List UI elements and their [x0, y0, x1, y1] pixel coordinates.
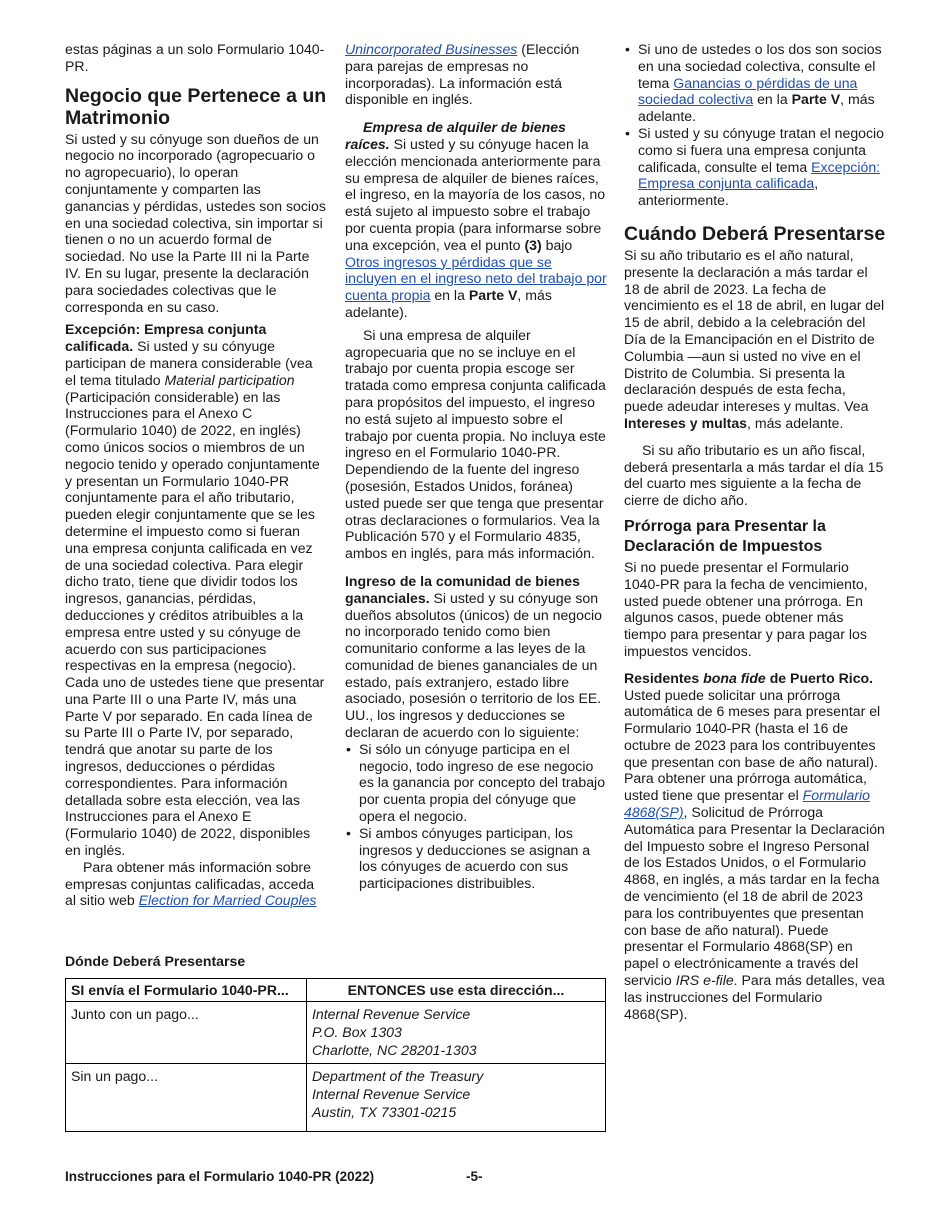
heading-negocio-matrimonio: Negocio que Pertenece a un Matrimonio [65, 84, 327, 129]
link-unincorporated-businesses[interactable]: Unincorporated Businesses [345, 41, 518, 57]
table-header-row [66, 979, 606, 1002]
where-to-file-title: Dónde Deberá Presentarse [65, 953, 246, 969]
address-table [65, 978, 606, 1132]
paragraph: estas páginas a un solo Formulario 1040-PR. [65, 41, 325, 74]
table-row [66, 1064, 606, 1132]
paragraph: Si una empresa de alquiler agropecuaria que no se incluye en el trabajo por cuenta propia escoge ser tratada como empresa conjunta calificada para propósitos del impuesto, el ingreso no está sujeto al impuesto sobre el trabajo por cuenta propia. No incluya este ingreso en el Formulario 1040-PR. Dependiendo de la fuente del ingreso (posesión, Estados Unidos, foránea) usted puede ser que tenga que presentar otras declaraciones o formularios. Vea la Publicación 570 y el Formulario 4835, ambos en inglés, para más información. [345, 326, 606, 562]
table-cell-address: Internal Revenue Service P.O. Box 1303 Charlotte, NC 28201-1303 [307, 1002, 606, 1064]
table-cell-condition: Sin un pago... [66, 1064, 307, 1132]
paragraph: Si su año tributario es un año fiscal, deberá presentarla a más tardar el día 15 del cuarto mes siguiente a la fecha de cierre de dicho año. [624, 441, 884, 509]
paragraph-excepcion: Excepción: Empresa conjunta calificada. Si usted y su cónyuge participan de manera considerable (vea el tema titulado Material participation (Participación considerable) en las Instrucciones para el Anexo C (Formulario 1040) de 2022, en inglés) como únicos socios o miembros de un negocio tenido y operado conjuntamente y presentan un Formulario 1040-PR conjuntamente para el año tributario, pueden elegir conjuntamente que se les determine el impuesto como si fueran una empresa conjunta calificada en vez de una sociedad colectiva. Para elegir dicho trato, tiene que dividir todos los ingresos, ganancias, pérdidas, deducciones y créditos atribuibles a la empresa entre usted y su cónyuge de acuerdo con sus participaciones respectivas en la empresa (negocio). Cada uno de ustedes tiene que presentar una Parte III o una Parte IV, más una Parte V por separado. En cada línea de su Parte III o Parte IV, por separado, tendrá que anotar su parte de los ingresos, deducciones o pérdidas correspondientes. Para información detallada sobre esta elección, vea las Instrucciones para el Anexo E (Formulario 1040) de 2022, disponibles en inglés. [65, 321, 325, 859]
paragraph: Si su año tributario es el año natural, presente la declaración a más tardar el 18 de abril de 2023. La fecha de vencimiento es el 18 de abril, en lugar del 15 de abril, debido a la celebración del Día de la Emancipación en el Distrito de Columbia —aun si usted no vive en el Distrito de Columbia. Si presenta la declaración después de esta fecha, puede adeudar intereses y multas. Vea Intereses y multas, más adelante. [624, 246, 885, 431]
paragraph: Si usted y su cónyuge son dueños de un negocio no incorporado (agropecuario o no agropecuario), lo operan conjuntamente y comparten las ganancias y pérdidas, ustedes son socios en una sociedad colectiva, sin importar si tienen o no un acuerdo formal de sociedad. No use la Parte III ni la Parte IV. En su lugar, presente la declaración para sociedades colectivas que le corresponda en su caso. [65, 130, 326, 315]
column-3 [624, 41, 886, 1022]
paragraph: Para obtener más información sobre empresas conjuntas calificadas, acceda al sitio web Election for Married Couples [65, 858, 317, 909]
footer-title: Instrucciones para el Formulario 1040-PR (2022) [65, 1169, 375, 1184]
table-header: SI envía el Formulario 1040-PR... [66, 979, 307, 1002]
table-row [66, 1002, 606, 1064]
bullet-item: • Si usted y su cónyuge tratan el negocio como si fuera una empresa conjunta calificada, consulte el tema Excepción: Empresa conjunta calificada, anteriormente. [624, 125, 886, 209]
lead-comunidad: Ingreso de la comunidad de bienes gananciales. [345, 572, 580, 606]
column-1 [65, 41, 327, 909]
table-cell-condition: Junto con un pago... [66, 1002, 307, 1064]
column-2 [345, 41, 607, 892]
heading-prorroga: Prórroga para Presentar la Declaración de Impuestos [624, 517, 826, 555]
bullet-item: • Si uno de ustedes o los dos son socios en una sociedad colectiva, consulte el tema Ganancias o pérdidas de una sociedad colectiva en la Parte V, más adelante. [624, 41, 886, 125]
table-cell-address: Department of the Treasury Internal Revenue Service Austin, TX 73301-0215 [307, 1064, 606, 1132]
table-header: ENTONCES use esta dirección... [307, 979, 606, 1002]
bullet-item: • Si sólo un cónyuge participa en el negocio, todo ingreso de ese negocio es la ganancia por concepto del trabajo por cuenta propia del cónyuge que opera el negocio. [345, 741, 607, 825]
link-election-married-couples[interactable]: Election for Married Couples [138, 892, 317, 909]
paragraph: Si no puede presentar el Formulario 1040-PR para la fecha de vencimiento, usted puede obtener una prórroga. En algunos casos, puede obtener más tiempo para presentar y para pagar los impuestos vencidos. [624, 558, 868, 659]
link-ganancias-sociedad[interactable]: Ganancias o pérdidas de una sociedad colectiva [638, 74, 858, 108]
paragraph: Unincorporated Businesses (Elección para parejas de empresas no incorporadas). La información está disponible en inglés. [345, 41, 580, 108]
page-number: -5- [466, 1169, 483, 1184]
bullet-item: • Si ambos cónyuges participan, los ingresos y deducciones se asignan a los cónyuges de acuerdo con sus participaciones distribuibles. [345, 825, 607, 892]
heading-cuando-presentarse: Cuándo Deberá Presentarse [624, 222, 886, 245]
where-to-file-section [65, 953, 606, 1132]
paragraph-residentes: Residentes bona fide de Puerto Rico. Usted puede solicitar una prórroga automática de 6 meses para presentar el Formulario 1040-PR (hasta el 16 de octubre de 2023 para los contribuyentes que presentan con base de año natural). Para obtener una prórroga automática, usted tiene que presentar el Formulario 4868(SP), Solicitud de Prórroga Automática para Presentar la Declaración del Impuesto sobre el Ingreso Personal de los Estados Unidos, o el Formulario 4868, en inglés, a más tardar en la fecha de vencimiento (el 18 de abril de 2023 para los contribuyentes que presentan con base de año natural). Puede presentar el Formulario 4868(SP) en papel o electrónicamente a través del servicio IRS e-file. Para más detalles, vea las instrucciones del Formulario 4868(SP). [624, 669, 885, 1022]
link-excepcion-empresa[interactable]: Excepción: Empresa conjunta calificada [638, 158, 881, 192]
paragraph-comunidad: Ingreso de la comunidad de bienes gananciales. Si usted y su cónyuge son dueños absolutos (únicos) de un negocio no incorporado tenido como bien comunitario conforme a las leyes de la comunidad de bienes gananciales de un estado, país extranjero, estado libre asociado, posesión o territorio de los EE. UU., los ingresos y deducciones se declaran de acuerdo con lo siguiente: [345, 572, 602, 741]
paragraph-alquiler: Empresa de alquiler de bienes raíces. Si usted y su cónyuge hacen la elección mencionada anteriormente para su empresa de alquiler de bienes raíces, el ingreso, en la mayoría de los casos, no está sujeto al impuesto sobre el trabajo por cuenta propia (para informarse sobre una excepción, vea el punto (3) bajo Otros ingresos y pérdidas que se incluyen en el ingreso neto del trabajo por cuenta propia en la Parte V, más adelante). [345, 119, 607, 320]
lead-excepcion: Excepción: Empresa conjunta calificada. [65, 321, 267, 355]
link-otros-ingresos[interactable]: Otros ingresos y pérdidas que se incluyen en el ingreso neto del trabajo por cuenta propia [345, 253, 607, 304]
lead-alquiler: Empresa de alquiler de bienes raíces. [345, 119, 566, 152]
link-formulario-4868sp[interactable]: Formulario 4868(SP) [624, 787, 871, 821]
